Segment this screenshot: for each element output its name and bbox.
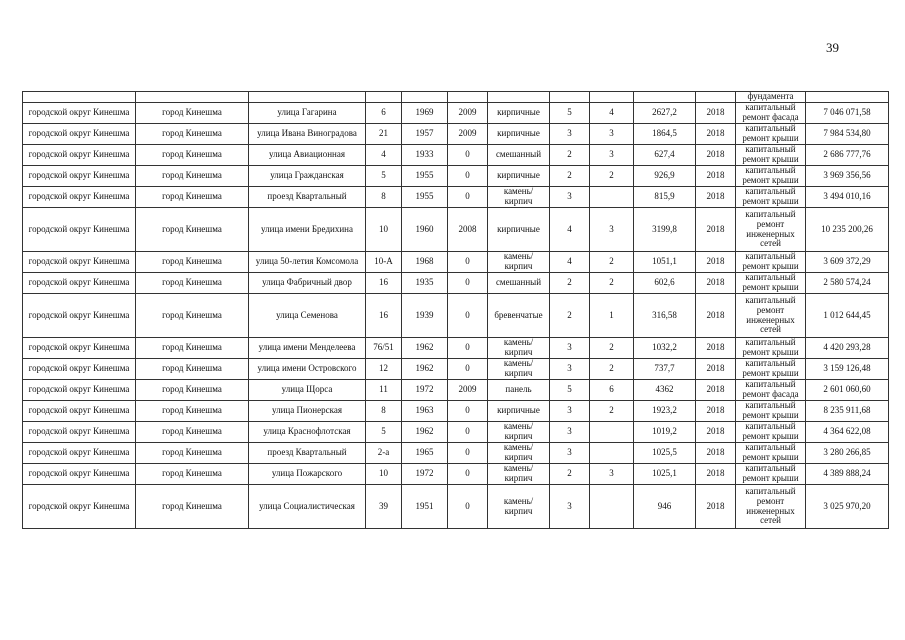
cell-district: городской округ Кинешма — [23, 380, 136, 401]
cell-city: город Кинешма — [136, 485, 249, 529]
table-row — [23, 443, 889, 464]
table-row — [23, 359, 889, 380]
cell-work-type: капитальный ремонт крыши — [736, 252, 806, 273]
cell-work-type: капитальный ремонт крыши — [736, 124, 806, 145]
table-row — [23, 124, 889, 145]
cell-house-number: 8 — [366, 401, 402, 422]
cell-wall-material: камень/кирпич — [488, 252, 550, 273]
cell-area: 1025,1 — [634, 464, 696, 485]
cell-work-type: капитальный ремонт инженерных сетей — [736, 485, 806, 529]
cell-city: город Кинешма — [136, 145, 249, 166]
cell-last-overhaul: 0 — [448, 273, 488, 294]
cell-district: городской округ Кинешма — [23, 422, 136, 443]
cell-house-number: 16 — [366, 294, 402, 338]
table-row — [23, 252, 889, 273]
cell-floors: 5 — [550, 380, 590, 401]
cell-year-built: 1962 — [402, 359, 448, 380]
table-row — [23, 208, 889, 252]
cell-cost: 7 984 534,80 — [806, 124, 889, 145]
cell-house-number: 39 — [366, 485, 402, 529]
cell-city: город Кинешма — [136, 124, 249, 145]
cell-entrances: 2 — [590, 359, 634, 380]
cell-year-built: 1962 — [402, 338, 448, 359]
cell-repair-year: 2018 — [696, 124, 736, 145]
cell-entrances: 3 — [590, 208, 634, 252]
cell-entrances: 2 — [590, 338, 634, 359]
cell-repair-year: 2018 — [696, 464, 736, 485]
cell-wall-material: панель — [488, 380, 550, 401]
cell-year-built: 1955 — [402, 166, 448, 187]
cell-work-type: капитальный ремонт крыши — [736, 401, 806, 422]
cell-house-number: 12 — [366, 359, 402, 380]
cell-cost: 7 046 071,58 — [806, 103, 889, 124]
cell-work-type: капитальный ремонт крыши — [736, 338, 806, 359]
cell-year-built: 1935 — [402, 273, 448, 294]
table-row — [23, 103, 889, 124]
cell-city: город Кинешма — [136, 294, 249, 338]
cell-work-type: капитальный ремонт крыши — [736, 443, 806, 464]
cell-repair-year: 2018 — [696, 380, 736, 401]
cell-cost: 2 686 777,76 — [806, 145, 889, 166]
cell-wall-material: камень/кирпич — [488, 443, 550, 464]
cell-wall-material: камень/кирпич — [488, 338, 550, 359]
cell-year-built: 1955 — [402, 187, 448, 208]
cell-entrances — [590, 485, 634, 529]
cell-floors: 3 — [550, 401, 590, 422]
cell-area: 3199,8 — [634, 208, 696, 252]
cell-floors: 3 — [550, 124, 590, 145]
cell-work-type: капитальный ремонт инженерных сетей — [736, 208, 806, 252]
housing-repair-table — [22, 91, 889, 529]
table-row — [23, 187, 889, 208]
cell-area: 4362 — [634, 380, 696, 401]
table-row — [23, 338, 889, 359]
cell-wall-material: смешанный — [488, 273, 550, 294]
cell-wall-material: камень/кирпич — [488, 422, 550, 443]
cell-last-overhaul: 0 — [448, 359, 488, 380]
cell-city: город Кинешма — [136, 187, 249, 208]
cell-cost: 2 580 574,24 — [806, 273, 889, 294]
cell-street: улица Краснофлотская — [249, 422, 366, 443]
cell-house-number: 6 — [366, 103, 402, 124]
cell-year-built: 1939 — [402, 294, 448, 338]
page-number: 39 — [826, 40, 839, 55]
cell-floors: 5 — [550, 103, 590, 124]
cell-work-type: капитальный ремонт фасада — [736, 380, 806, 401]
cell-year-built: 1960 — [402, 208, 448, 252]
cell-entrances: 2 — [590, 252, 634, 273]
cell-work-type: капитальный ремонт крыши — [736, 464, 806, 485]
cell-entrances: 4 — [590, 103, 634, 124]
cell-year-built: 1957 — [402, 124, 448, 145]
cell-street: улица Щорса — [249, 380, 366, 401]
cell-repair-year: 2018 — [696, 103, 736, 124]
cell-wall-material: камень/кирпич — [488, 187, 550, 208]
cell-last-overhaul: 2008 — [448, 208, 488, 252]
cell-city: город Кинешма — [136, 273, 249, 294]
cell-house-number: 5 — [366, 422, 402, 443]
cell-last-overhaul: 2009 — [448, 380, 488, 401]
cell-work-type: фундамента — [736, 92, 806, 103]
cell-floors: 3 — [550, 422, 590, 443]
cell-city: город Кинешма — [136, 359, 249, 380]
cell-district: городской округ Кинешма — [23, 401, 136, 422]
cell-last-overhaul: 2009 — [448, 124, 488, 145]
cell-city: город Кинешма — [136, 464, 249, 485]
cell-district: городской округ Кинешма — [23, 273, 136, 294]
cell-district: городской округ Кинешма — [23, 485, 136, 529]
cell-area: 1051,1 — [634, 252, 696, 273]
cell-last-overhaul: 0 — [448, 401, 488, 422]
cell-district: городской округ Кинешма — [23, 359, 136, 380]
cell-area: 1019,2 — [634, 422, 696, 443]
cell-repair-year: 2018 — [696, 401, 736, 422]
cell-repair-year: 2018 — [696, 145, 736, 166]
cell-year-built: 1965 — [402, 443, 448, 464]
table-row — [23, 273, 889, 294]
cell-last-overhaul: 0 — [448, 338, 488, 359]
cell-year-built: 1968 — [402, 252, 448, 273]
cell-district: городской округ Кинешма — [23, 187, 136, 208]
cell-house-number: 5 — [366, 166, 402, 187]
cell-city: город Кинешма — [136, 166, 249, 187]
cell-repair-year: 2018 — [696, 294, 736, 338]
cell-repair-year: 2018 — [696, 273, 736, 294]
cell-street: улица Пионерская — [249, 401, 366, 422]
cell-street: улица имени Менделеева — [249, 338, 366, 359]
cell-entrances: 2 — [590, 273, 634, 294]
cell-wall-material: смешанный — [488, 145, 550, 166]
cell-repair-year: 2018 — [696, 166, 736, 187]
cell-district: городской округ Кинешма — [23, 208, 136, 252]
cell-house-number: 21 — [366, 124, 402, 145]
cell-repair-year: 2018 — [696, 208, 736, 252]
cell-repair-year: 2018 — [696, 422, 736, 443]
cell-floors: 3 — [550, 187, 590, 208]
cell-area: 1025,5 — [634, 443, 696, 464]
cell-street: улица Фабричный двор — [249, 273, 366, 294]
cell-street: улица Авиационная — [249, 145, 366, 166]
table-row — [23, 380, 889, 401]
cell-area: 1032,2 — [634, 338, 696, 359]
table-row — [23, 422, 889, 443]
cell-area: 737,7 — [634, 359, 696, 380]
cell-house-number: 11 — [366, 380, 402, 401]
cell-city: город Кинешма — [136, 380, 249, 401]
cell-house-number: 10 — [366, 208, 402, 252]
cell-house-number: 10 — [366, 464, 402, 485]
cell-area: 1923,2 — [634, 401, 696, 422]
cell-entrances: 6 — [590, 380, 634, 401]
cell-floors: 3 — [550, 443, 590, 464]
cell-street: улица Семенова — [249, 294, 366, 338]
cell-last-overhaul: 0 — [448, 443, 488, 464]
cell-city: город Кинешма — [136, 103, 249, 124]
cell-floors: 2 — [550, 145, 590, 166]
table-row — [23, 464, 889, 485]
cell-repair-year: 2018 — [696, 443, 736, 464]
cell-cost: 4 420 293,28 — [806, 338, 889, 359]
cell-city: город Кинешма — [136, 443, 249, 464]
cell-repair-year: 2018 — [696, 485, 736, 529]
cell-district: городской округ Кинешма — [23, 443, 136, 464]
cell-last-overhaul: 0 — [448, 464, 488, 485]
cell-area: 2627,2 — [634, 103, 696, 124]
cell-house-number: 4 — [366, 145, 402, 166]
cell-year-built: 1963 — [402, 401, 448, 422]
cell-cost: 1 012 644,45 — [806, 294, 889, 338]
cell-area: 815,9 — [634, 187, 696, 208]
cell-district: городской округ Кинешма — [23, 103, 136, 124]
cell-repair-year: 2018 — [696, 187, 736, 208]
cell-work-type: капитальный ремонт крыши — [736, 187, 806, 208]
cell-cost: 3 280 266,85 — [806, 443, 889, 464]
cell-work-type: капитальный ремонт крыши — [736, 359, 806, 380]
cell-street: проезд Квартальный — [249, 187, 366, 208]
cell-city: город Кинешма — [136, 338, 249, 359]
cell-year-built: 1969 — [402, 103, 448, 124]
cell-work-type: капитальный ремонт инженерных сетей — [736, 294, 806, 338]
cell-cost: 3 159 126,48 — [806, 359, 889, 380]
cell-entrances: 1 — [590, 294, 634, 338]
cell-entrances — [590, 443, 634, 464]
cell-entrances: 3 — [590, 464, 634, 485]
cell-district: городской округ Кинешма — [23, 338, 136, 359]
cell-floors: 4 — [550, 208, 590, 252]
cell-cost: 2 601 060,60 — [806, 380, 889, 401]
cell-year-built: 1933 — [402, 145, 448, 166]
cell-wall-material: кирпичные — [488, 124, 550, 145]
cell-cost: 10 235 200,26 — [806, 208, 889, 252]
cell-year-built: 1962 — [402, 422, 448, 443]
cell-repair-year: 2018 — [696, 338, 736, 359]
table-row — [23, 166, 889, 187]
cell-work-type: капитальный ремонт фасада — [736, 103, 806, 124]
cell-city: город Кинешма — [136, 422, 249, 443]
cell-wall-material: камень/кирпич — [488, 464, 550, 485]
cell-last-overhaul: 0 — [448, 485, 488, 529]
cell-cost: 3 609 372,29 — [806, 252, 889, 273]
cell-district: городской округ Кинешма — [23, 166, 136, 187]
cell-area: 627,4 — [634, 145, 696, 166]
cell-wall-material: бревенчатые — [488, 294, 550, 338]
cell-cost: 3 494 010,16 — [806, 187, 889, 208]
cell-house-number: 2-а — [366, 443, 402, 464]
cell-year-built: 1951 — [402, 485, 448, 529]
cell-house-number: 16 — [366, 273, 402, 294]
cell-last-overhaul: 2009 — [448, 103, 488, 124]
cell-wall-material: камень/кирпич — [488, 485, 550, 529]
cell-entrances: 3 — [590, 145, 634, 166]
cell-entrances: 3 — [590, 124, 634, 145]
cell-district: городской округ Кинешма — [23, 464, 136, 485]
cell-floors: 3 — [550, 485, 590, 529]
cell-area: 946 — [634, 485, 696, 529]
cell-last-overhaul: 0 — [448, 187, 488, 208]
cell-wall-material: кирпичные — [488, 103, 550, 124]
cell-floors: 2 — [550, 166, 590, 187]
cell-last-overhaul: 0 — [448, 422, 488, 443]
table-row — [23, 294, 889, 338]
cell-entrances: 2 — [590, 401, 634, 422]
table-row-continuation — [23, 92, 889, 103]
cell-entrances: 2 — [590, 166, 634, 187]
cell-city: город Кинешма — [136, 252, 249, 273]
cell-repair-year: 2018 — [696, 252, 736, 273]
cell-house-number: 76/51 — [366, 338, 402, 359]
cell-district: городской округ Кинешма — [23, 124, 136, 145]
cell-wall-material: кирпичные — [488, 401, 550, 422]
cell-cost: 4 364 622,08 — [806, 422, 889, 443]
table-row — [23, 401, 889, 422]
cell-entrances — [590, 422, 634, 443]
cell-floors: 2 — [550, 273, 590, 294]
cell-street: улица Ивана Виноградова — [249, 124, 366, 145]
cell-street: улица Гражданская — [249, 166, 366, 187]
cell-street: улица имени Бредихина — [249, 208, 366, 252]
cell-last-overhaul: 0 — [448, 166, 488, 187]
cell-house-number: 8 — [366, 187, 402, 208]
cell-floors: 2 — [550, 294, 590, 338]
cell-cost: 4 389 888,24 — [806, 464, 889, 485]
cell-street: улица Гагарина — [249, 103, 366, 124]
cell-wall-material: камень/кирпич — [488, 359, 550, 380]
cell-floors: 2 — [550, 464, 590, 485]
cell-year-built: 1972 — [402, 380, 448, 401]
cell-cost: 3 025 970,20 — [806, 485, 889, 529]
cell-district: городской округ Кинешма — [23, 145, 136, 166]
cell-area: 316,58 — [634, 294, 696, 338]
cell-street: проезд Квартальный — [249, 443, 366, 464]
cell-repair-year: 2018 — [696, 359, 736, 380]
cell-district: городской округ Кинешма — [23, 294, 136, 338]
cell-area: 602,6 — [634, 273, 696, 294]
cell-floors: 4 — [550, 252, 590, 273]
cell-district: городской округ Кинешма — [23, 252, 136, 273]
cell-city: город Кинешма — [136, 208, 249, 252]
cell-area: 926,9 — [634, 166, 696, 187]
cell-last-overhaul: 0 — [448, 252, 488, 273]
cell-entrances — [590, 187, 634, 208]
table-row — [23, 485, 889, 529]
cell-cost: 3 969 356,56 — [806, 166, 889, 187]
table-row — [23, 145, 889, 166]
cell-work-type: капитальный ремонт крыши — [736, 145, 806, 166]
cell-last-overhaul: 0 — [448, 294, 488, 338]
cell-street: улица 50-летия Комсомола — [249, 252, 366, 273]
cell-floors: 3 — [550, 338, 590, 359]
cell-wall-material: кирпичные — [488, 166, 550, 187]
cell-street: улица Пожарского — [249, 464, 366, 485]
cell-last-overhaul: 0 — [448, 145, 488, 166]
cell-area: 1864,5 — [634, 124, 696, 145]
cell-city: город Кинешма — [136, 401, 249, 422]
cell-cost: 8 235 911,68 — [806, 401, 889, 422]
cell-wall-material: кирпичные — [488, 208, 550, 252]
cell-work-type: капитальный ремонт крыши — [736, 422, 806, 443]
cell-year-built: 1972 — [402, 464, 448, 485]
cell-street: улица имени Островского — [249, 359, 366, 380]
cell-floors: 3 — [550, 359, 590, 380]
cell-work-type: капитальный ремонт крыши — [736, 273, 806, 294]
cell-work-type: капитальный ремонт крыши — [736, 166, 806, 187]
cell-house-number: 10-А — [366, 252, 402, 273]
cell-street: улица Социалистическая — [249, 485, 366, 529]
